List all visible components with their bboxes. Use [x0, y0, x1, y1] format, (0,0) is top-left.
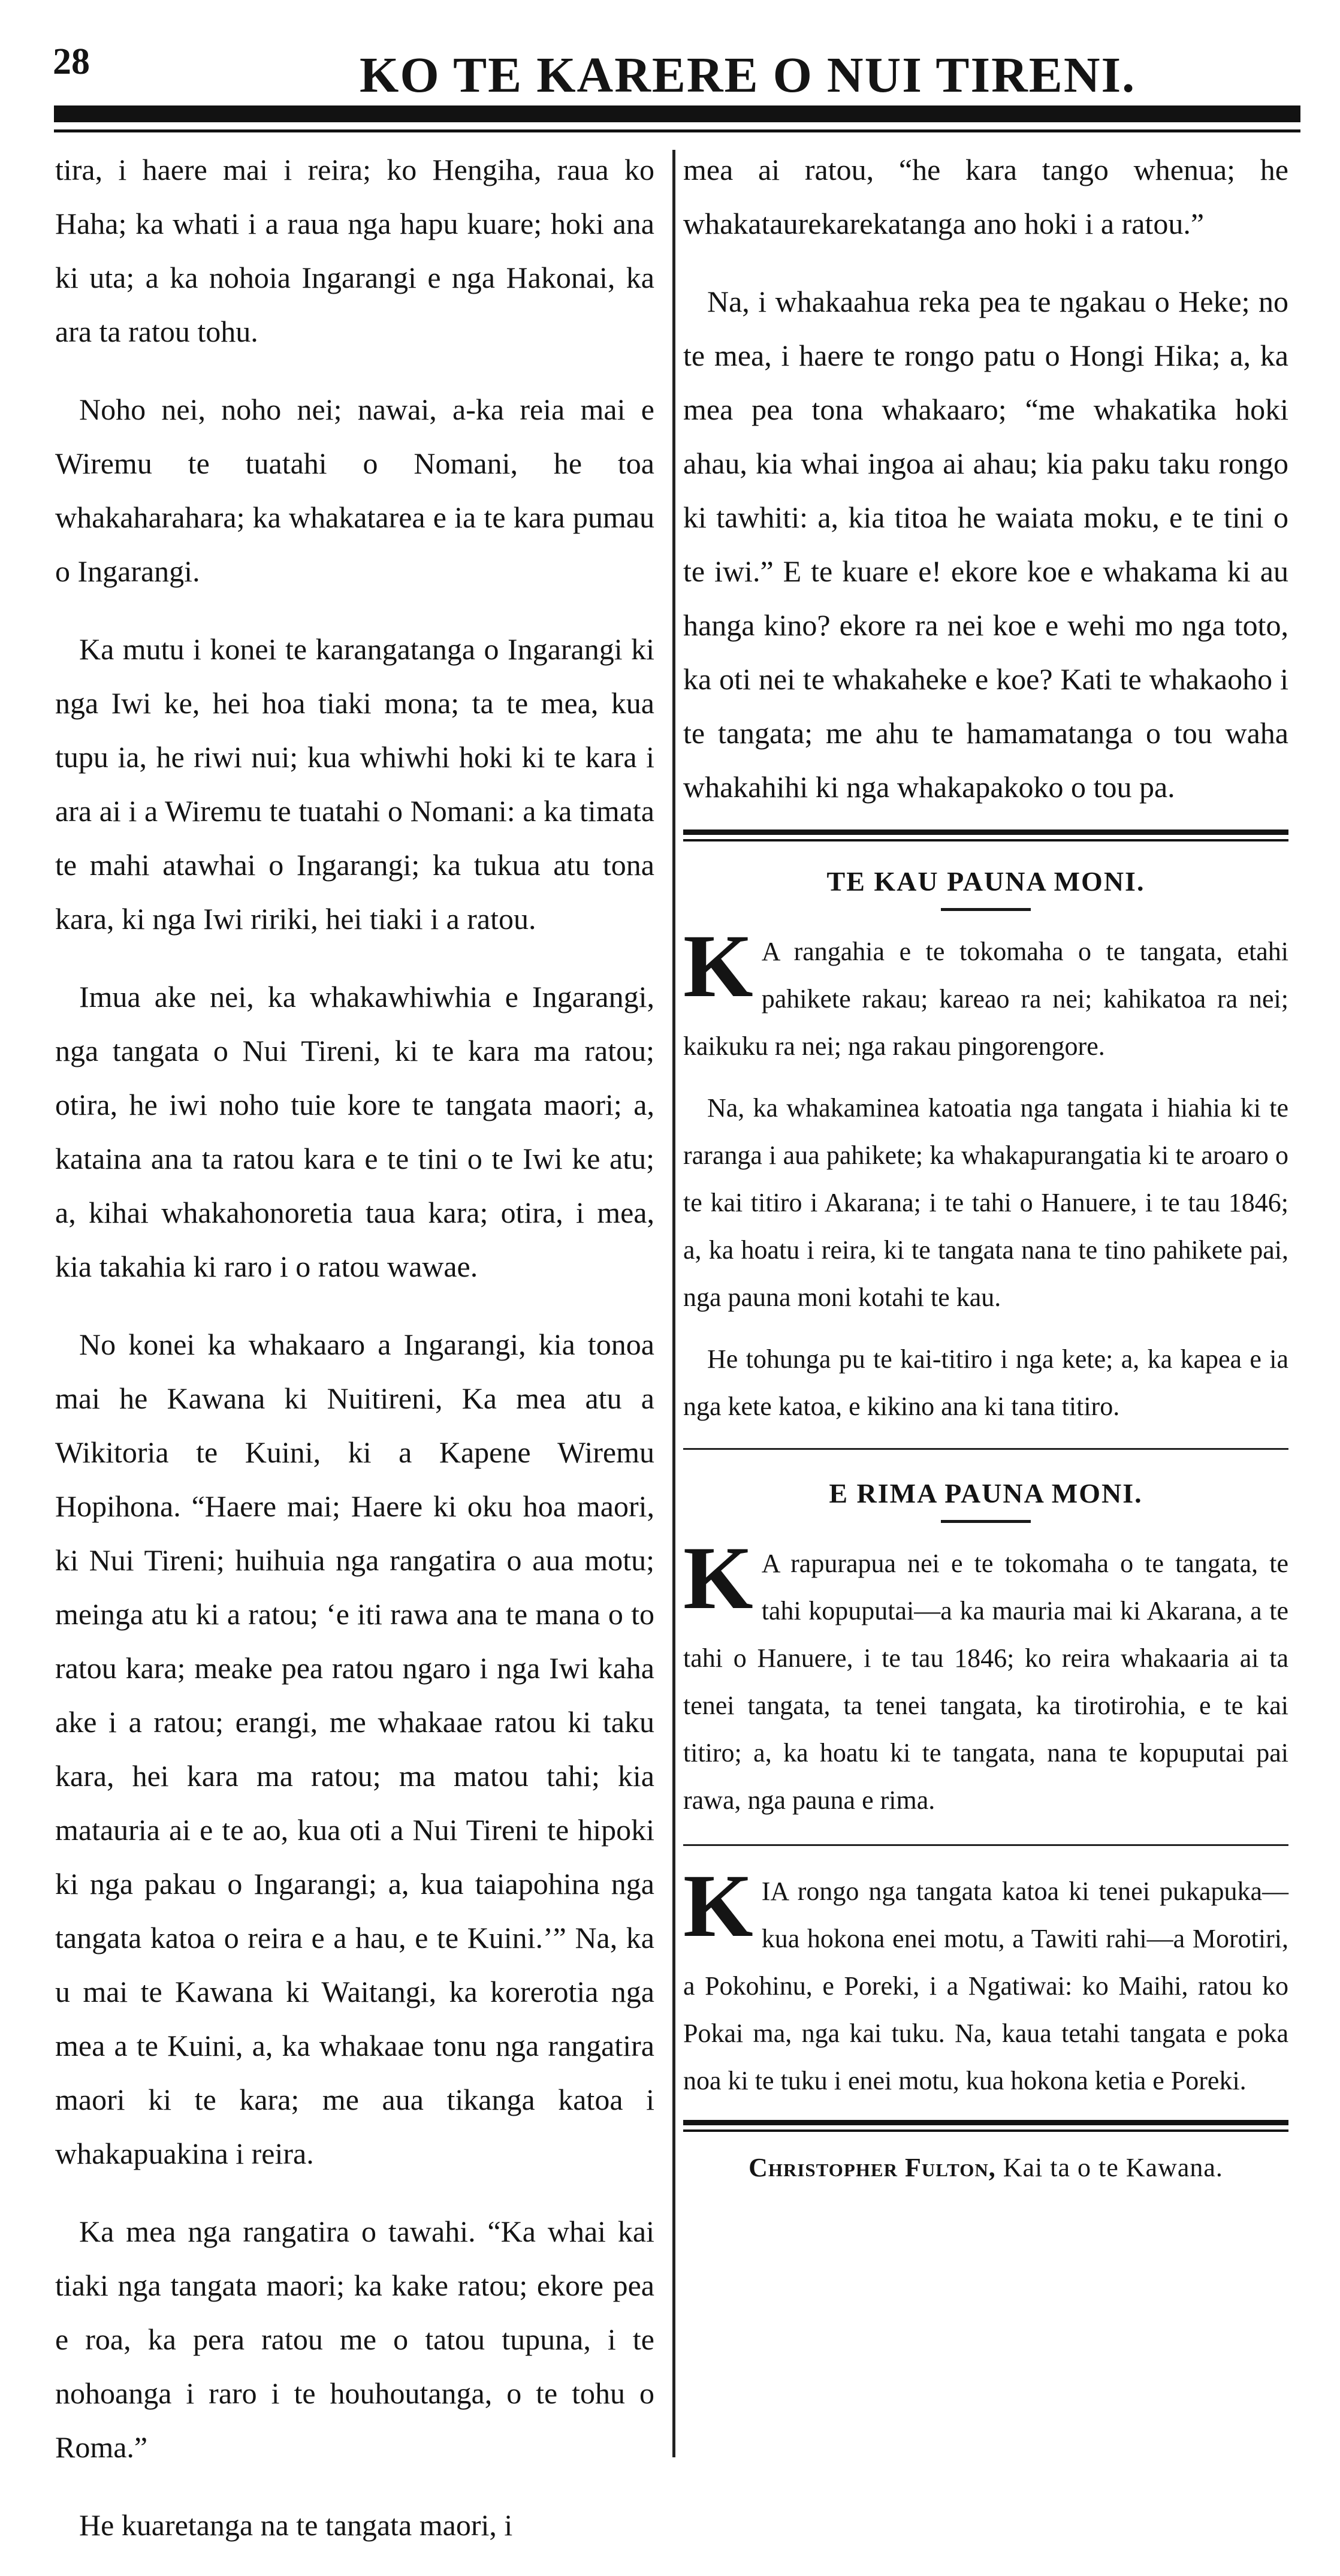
left-column — [55, 143, 654, 2576]
notice-islands-sold — [683, 1856, 1288, 2104]
drop-cap: K — [683, 916, 753, 1016]
article-paragraph: Na, i whakaahua reka pea te ngakau o Heke; no te mea, i haere te rongo patu o Hongi Hika; a, ka mea pea tona whakaaro; “me whakatika hoki ahau, kia whai ingoa ai ahau; kia paku taku rongo ki tawhiti: a, kia titoa he waiata moku, e te tini o te iwi.” E te kuare e! ekore koe e whakama ki au hanga kino? ekore ra nei koe e wehi mo nga toto, ka oti nei te whakaheke e koe? Kati te whakaoho i te tangata; me ahu te hamamatanga o tou waha whakahihi ki nga whakapakoko o tou pa. — [683, 285, 1288, 804]
notice-text: IA rongo nga tangata katoa ki tenei pukapuka—kua hokona enei motu, a Tawiti rahi—a Morotiri, a Pokohinu, e Poreki, i a Ngatiwai: ko Maihi, ratou ko Pokai ma, nga kai tuku. Na, kaua tetahi tangata e poka noa ki te tuku i enei motu, kua hokona ketia e Poreki. — [683, 1877, 1288, 2095]
article-paragraph: Imua ake nei, ka whakawhiwhia e Ingarangi, nga tangata o Nui Tireni, ki te kara ma ratou; otira, he iwi noho tuie kore te tangata maori; a, kataina ana ta ratou kara e te tini o te Iwi ke atu; a, kihai whakahonoretia taua kara; otira, i mea, kia takahia ki raro i o ratou wawae. — [55, 980, 654, 1283]
right-column — [683, 143, 1288, 2183]
printer-title: Kai ta o te Kawana. — [1003, 2153, 1223, 2182]
ad-text: A rapurapua nei e te tokomaha o te tangata, te tahi kopuputai—a ka mauria mai ki Akarana, a te tahi o Hanuere, i te tau 1846; ko reira whakaaria ai ta tenei tangata, ta tenei tangata, ka tirotirohia, e te kai titiro; a, ka hoatu ki te tangata, nana te kopuputai pai rawa, nga pauna e rima. — [683, 1549, 1288, 1815]
column-divider — [672, 150, 675, 2457]
article-paragraph: Ka mea nga rangatira o tawahi. “Ka whai kai tiaki nga tangata maori; ka kake ratou; ekore pea e roa, ka pera ratou me o tatou tupuna, i te nohoanga i raro i te houhoutanga, o te tohu o Roma.” — [55, 2215, 654, 2464]
advertisement-five-pounds — [683, 1477, 1288, 1824]
advertisement-ten-pounds — [683, 865, 1288, 1430]
section-divider-thin — [683, 1448, 1288, 1450]
ad-heading-rule — [941, 908, 1031, 911]
ad-heading: TE KAU PAUNA MONI. — [826, 866, 1145, 897]
header-rule-heavy — [54, 105, 1300, 122]
ad-heading: E RIMA PAUNA MONI. — [829, 1478, 1143, 1509]
notice-paragraph — [683, 1856, 1288, 2104]
ad-text: A rangahia e te tokomaha o te tangata, etahi pahikete rakau; kareao ra nei; kahikatoa ra nei; kaikuku ra nei; nga rakau pingorengore. — [683, 937, 1288, 1061]
article-paragraph: tira, i haere mai i reira; ko Hengiha, raua ko Haha; ka whati i a raua nga hapu kuare; hoki ana ki uta; a ka nohoia Ingarangi e nga Hakonai, ka ara ta ratou tohu. — [55, 153, 654, 348]
article-paragraph: Noho nei, noho nei; nawai, a-ka reia mai e Wiremu te tuatahi o Nomani, he toa whakaharahara; ka whakatarea e ia te kara pumau o Ingarangi. — [55, 393, 654, 588]
drop-cap: K — [683, 1528, 753, 1628]
header-rule-thin — [54, 129, 1300, 132]
ad-paragraph — [683, 916, 1288, 1070]
drop-cap: K — [683, 1856, 753, 1956]
page-number: 28 — [53, 41, 90, 82]
ad-paragraph: He tohunga pu te kai-titiro i nga kete; a, ka kapea e ia nga kete katoa, e kikino ana ki tana titiro. — [683, 1344, 1288, 1421]
ad-paragraph: Na, ka whakaminea katoatia nga tangata i hiahia ki te raranga i aua pahikete; ka whakapurangatia ki te aroaro o te kai titiro i Akarana; i te tahi o Hanuere, i te tau 1846; a, ka hoatu i reira, ki te tangata nana te tino pahikete pai, nga pauna moni kotahi te kau. — [683, 1093, 1288, 1312]
article-paragraph: mea ai ratou, “he kara tango whenua; he whakataurekarekatanga ano hoki i a ratou.” — [683, 153, 1288, 240]
section-divider — [683, 2120, 1288, 2132]
ad-paragraph — [683, 1528, 1288, 1824]
article-paragraph: Ka mutu i konei te karangatanga o Ingarangi ki nga Iwi ke, hei hoa tiaki mona; ta te mea, kua tupu ia, he riwi nui; kua whiwhi hoki ki te kara i ara ai i a Wiremu te tuatahi o Nomani: a ka timata te mahi atawhai o Ingarangi; ka tukua atu tona kara, ki nga Iwi ririki, hei tiaki i a ratou. — [55, 632, 654, 936]
article-paragraph: He kuaretanga na te tangata maori, i — [79, 2508, 513, 2542]
article-paragraph: No konei ka whakaaro a Ingarangi, kia tonoa mai he Kawana ki Nuitireni, Ka mea atu a Wikitoria te Kuini, ki a Kapene Wiremu Hopihona. “Haere mai; Haere ki oku hoa maori, ki Nui Tireni; huihuia nga rangatira o aua motu; meinga atu ki a ratou; ‘e iti rawa ana te mana o to ratou kara; meake pea ratou ngaro i nga Iwi kaha ake i a ratou; erangi, me whakaae ratou ki taku kara, hei kara ma ratou; ma matou tahi; kia matauria ai e te ao, kua oti a Nui Tireni te hipoki ki nga pakau o Ingarangi; a, kua taiapohina nga tangata katoa o reira e a hau, e te Kuini.’” Na, ka u mai te Kawana ki Waitangi, ka korerotia nga mea a te Kuini, a, ka whakaae tonu nga rangatira maori ki te kara; me aua tikanga katoa i whakapuakina i reira. — [55, 1328, 654, 2170]
newspaper-title: KO TE KARERE O NUI TIRENI. — [360, 47, 1136, 103]
section-divider — [683, 829, 1288, 841]
section-divider-thin — [683, 1844, 1288, 1846]
ad-heading-rule — [941, 1520, 1031, 1523]
printer-signature — [683, 2152, 1288, 2183]
printer-name: Christopher Fulton, — [749, 2153, 996, 2182]
